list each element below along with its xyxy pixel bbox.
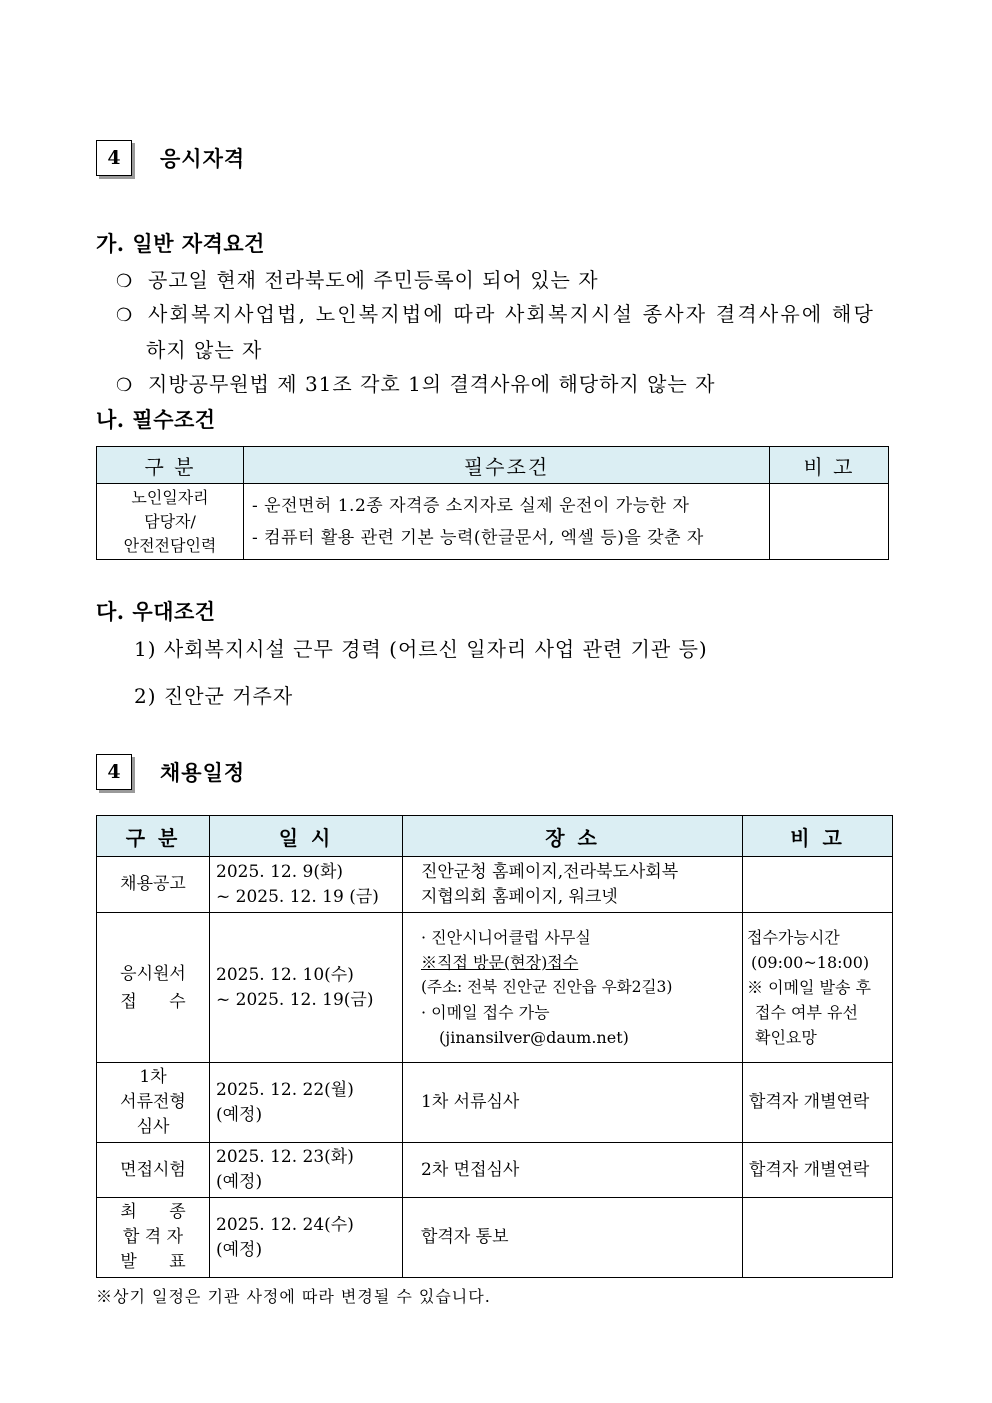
- general-item-1: ❍ 공고일 현재 전라북도에 주민등록이 되어 있는 자: [116, 268, 599, 292]
- table-row: [97, 1143, 893, 1198]
- preferred-item-1: 1) 사회복지시설 근무 경력 (어르신 일자리 사업 관련 기관 등): [134, 637, 708, 661]
- preferred-heading: 다. 우대조건: [96, 599, 216, 624]
- section-heading-schedule: [96, 752, 245, 792]
- schedule-header-note: 비 고: [743, 816, 893, 857]
- required-header-category: 구 분: [97, 447, 244, 484]
- bullet-icon: ❍: [116, 305, 135, 326]
- required-table: [96, 446, 889, 560]
- table-row: [97, 857, 893, 913]
- bullet-icon: ❍: [116, 375, 134, 396]
- schedule-date: 2025. 12. 9(화) ~ 2025. 12. 19 (금): [210, 857, 403, 913]
- schedule-place: 1차 서류심사: [403, 1063, 743, 1143]
- section-heading-qualification: [96, 138, 245, 178]
- bullet-icon: ❍: [116, 271, 134, 292]
- required-note-cell: [770, 484, 889, 560]
- schedule-place: · 진안시니어클럽 사무실 ※직접 방문(현장)접수 (주소: 전북 진안군 진안읍 우화2길3) · 이메일 접수 가능 (jinansilver@daum.net): [403, 913, 743, 1063]
- table-row: [97, 1063, 893, 1143]
- required-header-conditions: 필수조건: [244, 447, 770, 484]
- schedule-date: 2025. 12. 10(수) ~ 2025. 12. 19(금): [210, 913, 403, 1063]
- required-heading: 나. 필수조건: [96, 407, 216, 432]
- schedule-category: 응시원서 접 수: [97, 913, 210, 1063]
- schedule-note: 합격자 개별연락: [743, 1063, 893, 1143]
- schedule-place: 2차 면접심사: [403, 1143, 743, 1198]
- section-title: 채용일정: [160, 760, 246, 785]
- schedule-date: 2025. 12. 22(월) (예정): [210, 1063, 403, 1143]
- required-category-cell: 노인일자리 담당자/ 안전전담인력: [97, 484, 244, 560]
- table-row: [97, 913, 893, 1063]
- table-row: [97, 1198, 893, 1278]
- schedule-note: [743, 857, 893, 913]
- schedule-category: 1차 서류전형 심사: [97, 1063, 210, 1143]
- schedule-place: 진안군청 홈페이지,전라북도사회복 지협의회 홈페이지, 워크넷: [403, 857, 743, 913]
- section-title: 응시자격: [160, 146, 246, 171]
- schedule-note: [743, 1198, 893, 1278]
- schedule-header-category: 구 분: [97, 816, 210, 857]
- general-heading: 가. 일반 자격요건: [96, 231, 265, 256]
- required-header-note: 비 고: [770, 447, 889, 484]
- schedule-note: 합격자 개별연락: [743, 1143, 893, 1198]
- section-number-box: 4: [96, 754, 132, 790]
- schedule-category: 면접시험: [97, 1143, 210, 1198]
- schedule-table: [96, 815, 893, 1278]
- schedule-category: 최 종 합 격 자 발 표: [97, 1198, 210, 1278]
- footnote: ※상기 일정은 기관 사정에 따라 변경될 수 있습니다.: [96, 1287, 491, 1306]
- schedule-note: 접수가능시간 (09:00~18:00) ※ 이메일 발송 후 접수 여부 유선 확인요망: [743, 913, 893, 1063]
- general-item-2-cont: 하지 않는 자: [146, 338, 263, 362]
- schedule-category: 채용공고: [97, 857, 210, 913]
- schedule-date: 2025. 12. 23(화) (예정): [210, 1143, 403, 1198]
- schedule-date: 2025. 12. 24(수) (예정): [210, 1198, 403, 1278]
- preferred-item-2: 2) 진안군 거주자: [134, 684, 294, 708]
- general-item-3: ❍ 지방공무원법 제 31조 각호 1의 결격사유에 해당하지 않는 자: [116, 372, 716, 396]
- general-item-2: ❍ 사회복지사업법, 노인복지법에 따라 사회복지시설 종사자 결격사유에 해당: [116, 302, 876, 326]
- schedule-header-date: 일 시: [210, 816, 403, 857]
- required-conditions-cell: - 운전면허 1.2종 자격증 소지자로 실제 운전이 가능한 자 - 컴퓨터 활용 관련 기본 능력(한글문서, 엑셀 등)을 갖춘 자: [244, 484, 770, 560]
- schedule-header-place: 장 소: [403, 816, 743, 857]
- section-number-box: 4: [96, 140, 132, 176]
- schedule-place: 합격자 통보: [403, 1198, 743, 1278]
